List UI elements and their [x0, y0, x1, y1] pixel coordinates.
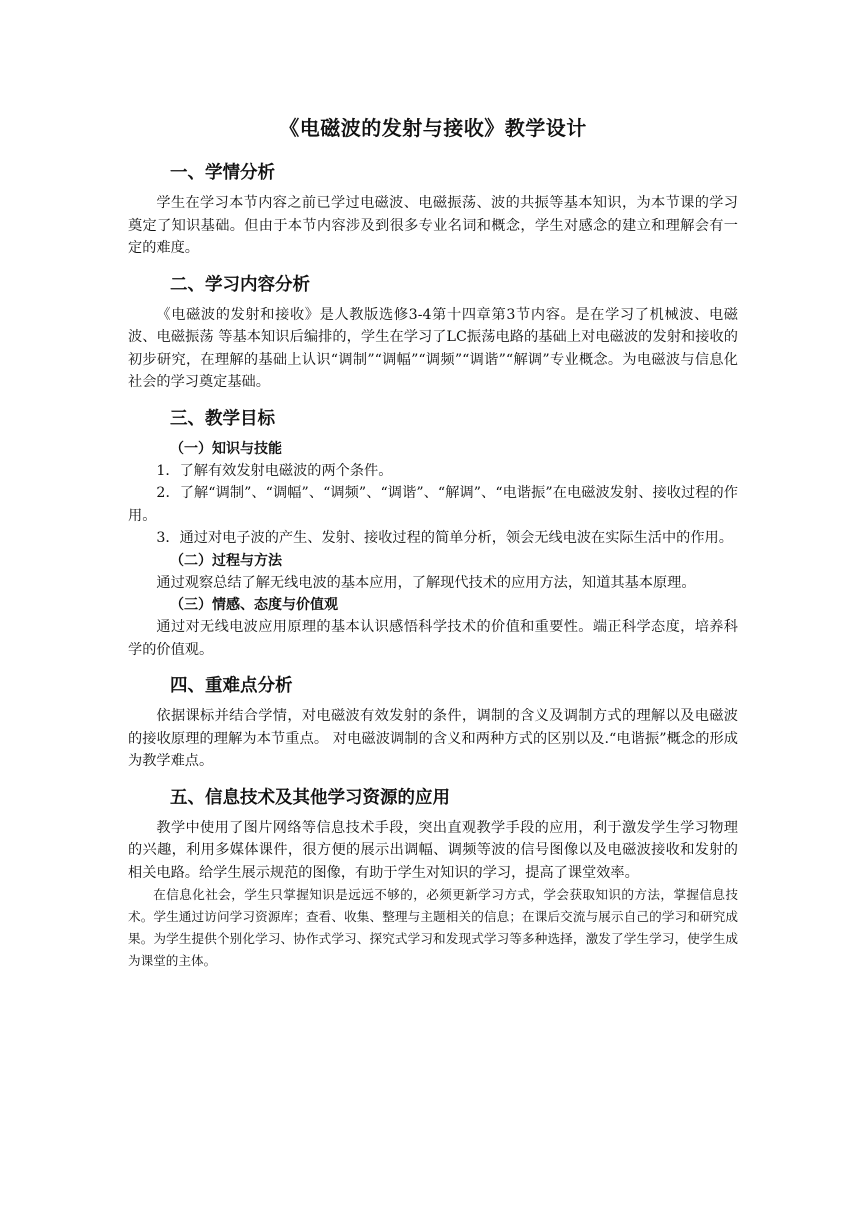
- paragraph: 1．了解有效发射电磁波的两个条件。: [156, 462, 393, 479]
- section-teaching-goals: [128, 406, 738, 662]
- subsection-heading: （一）知识与技能: [170, 440, 282, 457]
- paragraph: 3．通过对电子波的产生、发射、接收过程的简单分析，领会无线电波在实际生活中的作用。: [156, 530, 733, 546]
- paragraph: 通过观察总结了解无线电波的基本应用，了解现代技术的应用方法，知道其基本原理。: [156, 574, 696, 591]
- section-heading: 四、重难点分析: [170, 676, 293, 696]
- section-heading: 五、信息技术及其他学习资源的应用: [170, 787, 450, 808]
- paragraph: 通过对无线电波应用原理的基本认识感悟科学技术的价值和重要性。端正科学态度，培养科学的价值观。: [128, 619, 738, 658]
- subsection-heading: （二）过程与方法: [170, 552, 282, 569]
- section-it-resources: [128, 785, 738, 973]
- paragraph: 教学中使用了图片网络等信息技术手段，突出直观教学手段的应用，利于激发学生学习物理的兴趣，利用多媒体课件，很方便的展示出调幅、调频等波的信号图像以及电磁波接收和发射的相关电路。给学生展示规范的图像，有助于学生对知识的学习，提高了课堂效率。: [128, 819, 738, 881]
- document-content: [128, 114, 738, 984]
- paragraph: 学生在学习本节内容之前已学过电磁波、电磁振荡、波的共振等基本知识，为本节课的学习奠定了知识基础。但由于本节内容涉及到很多专业名词和概念，学生对感念的建立和理解会有一定的难度。: [128, 195, 738, 256]
- section-heading: 三、教学目标: [170, 408, 275, 429]
- document-title: 《电磁波的发射与接收》教学设计: [279, 116, 587, 140]
- paragraph: 依据课标并结合学情，对电磁波有效发射的条件，调制的含义及调制方式的理解以及电磁波的接收原理的理解为本节重点。 对电磁波调制的含义和两种方式的区别以及.“电谐振”概念的形成为教学难点。: [128, 708, 738, 769]
- subsection-heading: （三）情感、态度与价值观: [170, 597, 338, 613]
- section-heading: 一、学情分析: [170, 163, 275, 183]
- section-key-difficult-points: [128, 673, 738, 773]
- section-heading: 二、学习内容分析: [170, 274, 310, 295]
- paragraph: 2．了解“调制”、“调幅”、“调频”、“调谐”、“解调”、“电谐振”在电磁波发射、接收过程的作用。: [128, 485, 738, 524]
- paragraph: 《电磁波的发射和接收》是人教版选修3-4第十四章第3节内容。是在学习了机械波、电磁波、电磁振荡 等基本知识后编排的，学生在学习了LC振荡电路的基础上对电磁波的发射和接收的初步研究，在理解的基础上认识“调制”“调幅”“调频”“调谐”“解调”专业概念。为电磁波与信息化社会的学习奠定基础。: [128, 306, 738, 390]
- section-content-analysis: [128, 272, 738, 394]
- section-learner-analysis: [128, 160, 738, 260]
- paragraph: 在信息化社会，学生只掌握知识是远远不够的，必须更新学习方式，学会获取知识的方法，掌握信息技术。学生通过访问学习资源库；查看、收集、整理与主题相关的信息；在课后交流与展示自己的学习和研究成果。为学生提供个别化学习、协作式学习、探究式学习和发现式学习等多种选择，激发了学生学习，使学生成为课堂的主体。: [128, 887, 738, 968]
